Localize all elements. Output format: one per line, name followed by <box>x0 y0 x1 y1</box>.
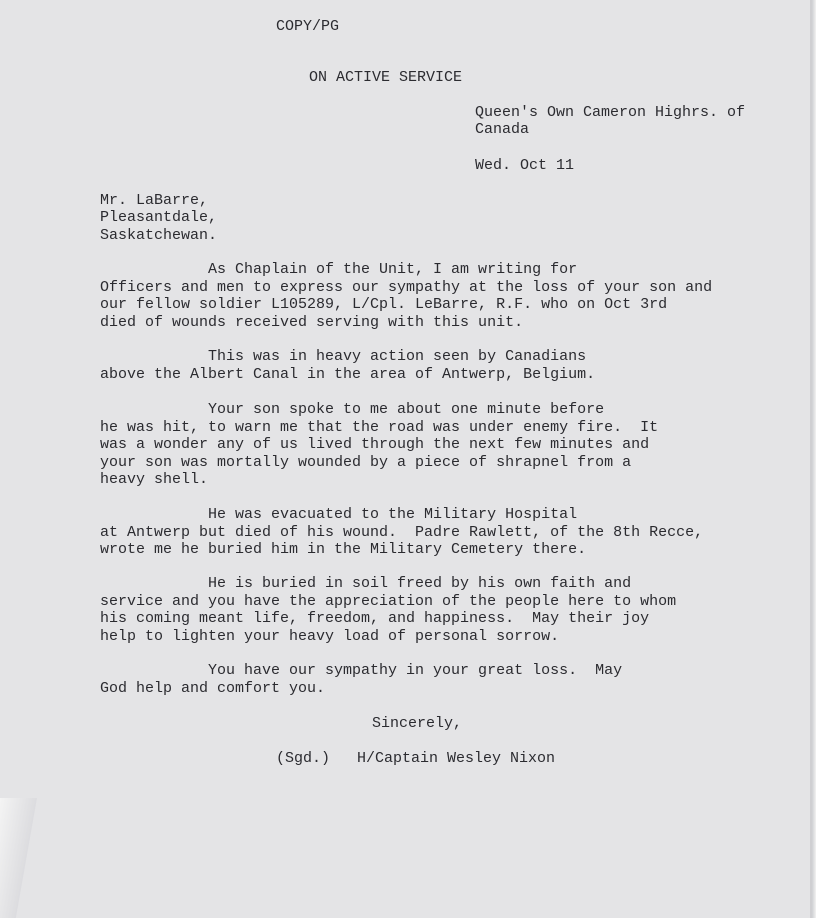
copy-mark: COPY/PG <box>276 18 340 35</box>
addressee-province: Saskatchewan. <box>100 227 218 244</box>
letter-date: Wed. Oct 11 <box>475 157 575 174</box>
body-paragraph-5: He is buried in soil freed by his own faith and service and you have the appreciation of the people here to whom his coming meant life, freedom, and happiness. May their joy help to lighten your heavy load of personal sorrow. <box>100 575 677 645</box>
body-paragraph-2: This was in heavy action seen by Canadians above the Albert Canal in the area of Antwerp, Belgium. <box>100 348 596 383</box>
unit-line-1: Queen's Own Cameron Highrs. of <box>475 104 746 121</box>
body-paragraph-1: As Chaplain of the Unit, I am writing for Officers and men to express our sympathy at the loss of your son and our fellow soldier L105289, L/Cpl. LeBarre, R.F. who on Oct 3rd died of wounds received serving with this unit. <box>100 261 713 331</box>
body-paragraph-3: Your son spoke to me about one minute before he was hit, to warn me that the road was under enemy fire. It was a wonder any of us lived through the next few minutes and your son was mortally wounded by a piece of shrapnel from a heavy shell. <box>100 401 659 488</box>
body-paragraph-4: He was evacuated to the Military Hospital at Antwerp but died of his wound. Padre Rawlett, of the 8th Recce, wrote me he buried him in the Military Cemetery there. <box>100 506 704 558</box>
valediction: Sincerely, <box>372 715 463 732</box>
signature-line: (Sgd.) H/Captain Wesley Nixon <box>276 750 556 767</box>
addressee-town: Pleasantdale, <box>100 209 218 226</box>
service-heading: ON ACTIVE SERVICE <box>309 69 463 86</box>
unit-line-2: Canada <box>475 121 530 138</box>
page-curl <box>0 798 40 918</box>
addressee-name: Mr. LaBarre, <box>100 192 209 209</box>
body-paragraph-6: You have our sympathy in your great loss. May God help and comfort you. <box>100 662 623 697</box>
page-edge <box>812 0 816 918</box>
